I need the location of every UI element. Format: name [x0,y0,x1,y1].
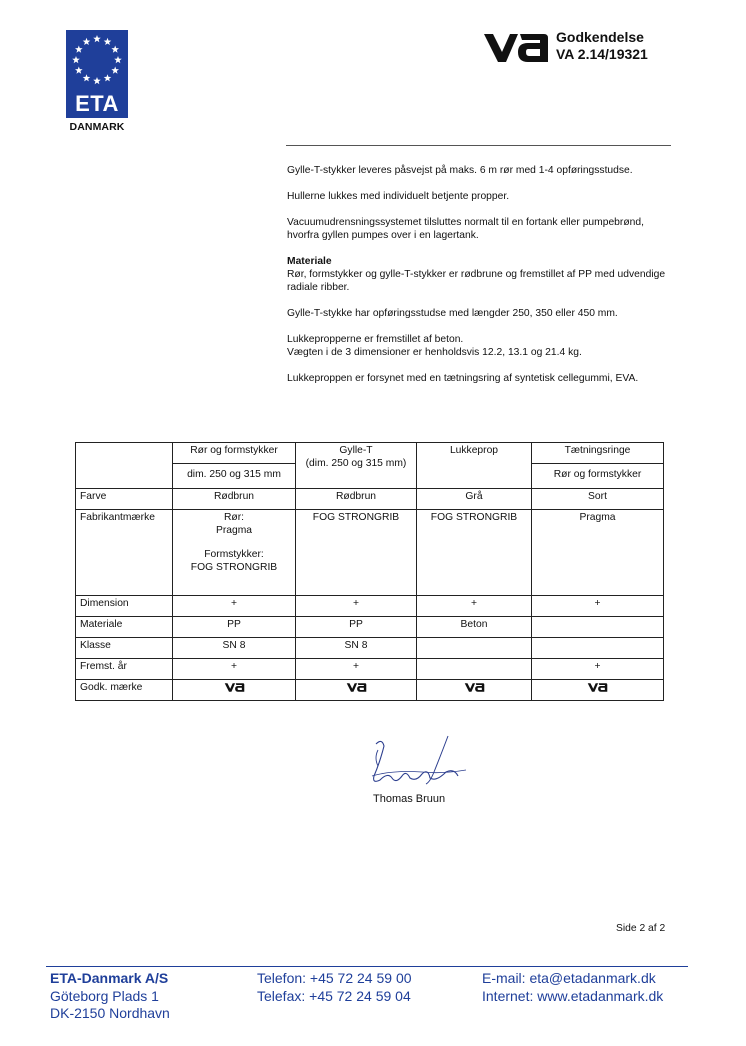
page-number: Side 2 af 2 [616,923,666,934]
paragraph: Lukkepropperne er fremstillet af beton. [287,334,464,345]
footer-contact-block [482,970,663,1005]
signer-name: Thomas Bruun [373,793,446,805]
paragraph: Gylle-T-stykke har opføringsstudse med længder 250, 350 eller 450 mm. [287,308,618,319]
paragraph: Vacuumudrensningssystemet tilsluttes normalt til en fortank eller pumpebrønd, hvorfra gyllen pumpes over i en lagertank. [287,217,644,241]
footer-phone: Telefon: +45 72 24 59 00 [257,970,412,986]
approval-block [556,29,648,63]
star-icon [104,74,112,81]
table-header-row [76,443,664,464]
va-mark-icon [587,682,608,693]
approval-number: VA 2.14/19321 [556,46,648,62]
row-label: Fremst. år [76,659,173,680]
table-cell: Rødbrun [173,489,296,510]
table-cell: + [296,659,417,680]
footer-fax: Telefax: +45 72 24 59 04 [257,987,411,1004]
table-cell [417,659,532,680]
table-cell: SN 8 [173,638,296,659]
table-cell [417,680,532,701]
star-icon [93,35,101,42]
cell-line: Rør: [223,512,244,523]
star-icon [72,56,80,63]
handwritten-signature-icon [362,732,472,794]
row-label: Godk. mærke [76,680,173,701]
table-cell [417,638,532,659]
table-cell: FOG STRONGRIB [417,510,532,596]
table-cell: Pragma [532,510,664,596]
eta-logo-text: ETA [75,91,119,116]
row-label: Dimension [76,596,173,617]
table-cell: + [173,596,296,617]
eta-danmark-logo [66,30,128,134]
paragraph: Gylle-T-stykker leveres påsvejst på maks. 6 m rør med 1-4 opføringsstudse. [287,165,633,176]
table-row [76,638,664,659]
table-cell: Sort [532,489,664,510]
table-cell: + [296,596,417,617]
approval-label: Godkendelse [556,29,644,45]
table-header-col2 [296,443,417,489]
table-cell [296,680,417,701]
table-subheader-col1: dim. 250 og 315 mm [173,464,296,489]
footer-address [50,970,170,1023]
table-cell: PP [296,617,417,638]
section-heading-materiale: Materiale [287,256,332,267]
footer-web: Internet: www.etadanmark.dk [482,987,664,1004]
table-cell: + [532,659,664,680]
cell-line: Formstykker: [204,549,264,560]
star-icon [111,67,119,74]
footer-phone-block [257,970,412,1005]
paragraph: Vægten i de 3 dimensioner er henholdsvis 12.2, 13.1 og 21.4 kg. [287,347,582,358]
description-text [287,164,677,385]
table-row [76,510,664,596]
star-icon [104,38,112,45]
cell-line: Pragma [215,524,253,536]
table-header-col3: Lukkeprop [417,443,532,489]
footer-email: E-mail: eta@etadanmark.dk [482,970,656,986]
va-approval-mark-icon [482,30,550,66]
row-label: Materiale [76,617,173,638]
eta-logo-country: DANMARK [69,121,125,133]
table-header-col1: Rør og formstykker [173,443,296,464]
va-mark-icon [224,682,245,693]
table-cell: + [532,596,664,617]
footer-company: ETA-Danmark A/S [50,970,169,986]
table-cell: SN 8 [296,638,417,659]
table-cell: FOG STRONGRIB [296,510,417,596]
star-icon [111,46,119,53]
footer-divider [46,966,688,967]
eu-stars-icon [66,30,128,92]
table-cell: + [417,596,532,617]
star-icon [75,46,83,53]
row-label: Klasse [76,638,173,659]
eta-logo-box [66,30,128,118]
table-cell: Rødbrun [296,489,417,510]
header-divider [286,145,671,146]
table-row [76,596,664,617]
table-cell: Beton [417,617,532,638]
va-mark-icon [464,682,485,693]
paragraph: Rør, formstykker og gylle-T-stykker er rødbrune og fremstillet af PP med udvendige radiale ribber. [287,269,666,293]
footer-address-line: DK-2150 Nordhavn [50,1005,170,1021]
table-cell [173,510,296,596]
va-mark-icon [346,682,367,693]
paragraph: Hullerne lukkes med individuelt betjente propper. [287,191,510,202]
footer-address-line: Göteborg Plads 1 [50,987,159,1004]
table-cell [532,638,664,659]
table-header-empty [76,443,173,489]
star-icon [75,67,83,74]
table-row [76,489,664,510]
table-cell [173,680,296,701]
table-subheader-col4: Rør og formstykker [532,464,664,489]
row-label: Farve [76,489,173,510]
row-label: Fabrikantmærke [76,510,173,596]
table-row [76,680,664,701]
table-row [76,617,664,638]
specification-table [75,442,664,701]
star-icon [114,56,122,63]
table-cell: Grå [417,489,532,510]
table-cell: + [173,659,296,680]
star-icon [83,38,91,45]
star-icon [83,74,91,81]
table-cell [532,680,664,701]
cell-line: FOG STRONGRIB [190,561,278,573]
table-cell [532,617,664,638]
table-row [76,659,664,680]
table-cell: PP [173,617,296,638]
paragraph: Lukkeproppen er forsynet med en tætningsring af syntetisk cellegummi, EVA. [287,373,639,384]
star-icon [93,77,101,84]
table-header-col2-text: Gylle-T (dim. 250 og 315 mm) [305,445,407,469]
table-header-col4: Tætningsringe [532,443,664,464]
